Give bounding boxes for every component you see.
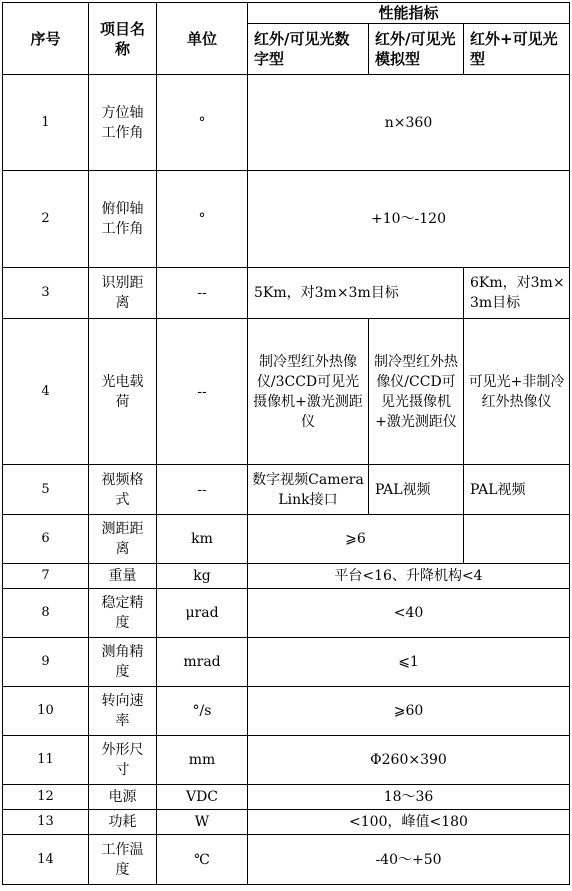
table-row (3, 515, 570, 564)
row-value: +10～-120 (248, 171, 570, 268)
row-item: 识别距离 (89, 268, 157, 319)
header-performance: 性能指标 (248, 3, 570, 24)
table-row (3, 638, 570, 687)
row-seq: 1 (3, 75, 89, 171)
row-item: 测距距离 (89, 515, 157, 564)
row-unit: VDC (157, 785, 248, 810)
row-unit: ℃ (157, 835, 248, 885)
subheader-analog: 红外/可见光模拟型 (369, 24, 464, 75)
row-value: <100，峰值<180 (248, 810, 570, 835)
table-row (3, 465, 570, 515)
header-row (3, 3, 570, 24)
row-value-digital: 制冷型红外热像仪/3CCD可见光摄像机+激光测距仪 (248, 319, 369, 465)
table-row (3, 687, 570, 736)
row-value-digital: 数字视频CameraLink接口 (248, 465, 369, 515)
row-seq: 8 (3, 589, 89, 638)
row-value-combined: 可见光+非制冷红外热像仪 (464, 319, 570, 465)
row-seq: 9 (3, 638, 89, 687)
row-unit: mrad (157, 638, 248, 687)
row-unit: -- (157, 319, 248, 465)
table-row (3, 268, 570, 319)
row-item: 转向速率 (89, 687, 157, 736)
row-seq: 13 (3, 810, 89, 835)
row-unit: ° (157, 75, 248, 171)
row-seq: 3 (3, 268, 89, 319)
header-item: 项目名称 (89, 3, 157, 75)
row-unit: ° (157, 171, 248, 268)
table-row (3, 171, 570, 268)
row-value-combined: 6Km，对3m×3m目标 (464, 268, 570, 319)
row-value: 平台<16、升降机构<4 (248, 564, 570, 589)
row-unit: -- (157, 465, 248, 515)
row-item: 视频格式 (89, 465, 157, 515)
row-item: 俯仰轴工作角 (89, 171, 157, 268)
row-unit: W (157, 810, 248, 835)
row-value-digital-analog: ⩾6 (248, 515, 464, 564)
row-seq: 10 (3, 687, 89, 736)
spec-table (2, 2, 570, 885)
row-unit: -- (157, 268, 248, 319)
row-value-analog: PAL视频 (369, 465, 464, 515)
row-unit: °/s (157, 687, 248, 736)
row-seq: 14 (3, 835, 89, 885)
table-row (3, 810, 570, 835)
table-row (3, 736, 570, 785)
row-unit: km (157, 515, 248, 564)
row-value-analog: 制冷型红外热像仪/CCD可见光摄像机+激光测距仪 (369, 319, 464, 465)
row-value: -40～+50 (248, 835, 570, 885)
table-row (3, 319, 570, 465)
row-value-combined: PAL视频 (464, 465, 570, 515)
row-value-combined (464, 515, 570, 564)
subheader-digital: 红外/可见光数字型 (248, 24, 369, 75)
row-item: 测角精度 (89, 638, 157, 687)
row-seq: 4 (3, 319, 89, 465)
row-unit: μrad (157, 589, 248, 638)
row-seq: 6 (3, 515, 89, 564)
header-unit: 单位 (157, 3, 248, 75)
row-value: n×360 (248, 75, 570, 171)
row-value: <40 (248, 589, 570, 638)
row-value: Φ260×390 (248, 736, 570, 785)
row-seq: 2 (3, 171, 89, 268)
row-seq: 5 (3, 465, 89, 515)
row-item: 电源 (89, 785, 157, 810)
row-value: ⩽1 (248, 638, 570, 687)
row-unit: mm (157, 736, 248, 785)
row-item: 光电载荷 (89, 319, 157, 465)
row-item: 方位轴工作角 (89, 75, 157, 171)
row-seq: 11 (3, 736, 89, 785)
table-row (3, 835, 570, 885)
table-row (3, 785, 570, 810)
row-value: ⩾60 (248, 687, 570, 736)
table-row (3, 75, 570, 171)
header-seq: 序号 (3, 3, 89, 75)
row-item: 重量 (89, 564, 157, 589)
row-seq: 12 (3, 785, 89, 810)
table-row (3, 589, 570, 638)
row-seq: 7 (3, 564, 89, 589)
row-item: 工作温度 (89, 835, 157, 885)
subheader-combined: 红外+可见光型 (464, 24, 570, 75)
row-item: 外形尺寸 (89, 736, 157, 785)
row-item: 稳定精度 (89, 589, 157, 638)
row-unit: kg (157, 564, 248, 589)
row-item: 功耗 (89, 810, 157, 835)
table-row (3, 564, 570, 589)
row-value: 18～36 (248, 785, 570, 810)
row-value-digital-analog: 5Km，对3m×3m目标 (248, 268, 464, 319)
